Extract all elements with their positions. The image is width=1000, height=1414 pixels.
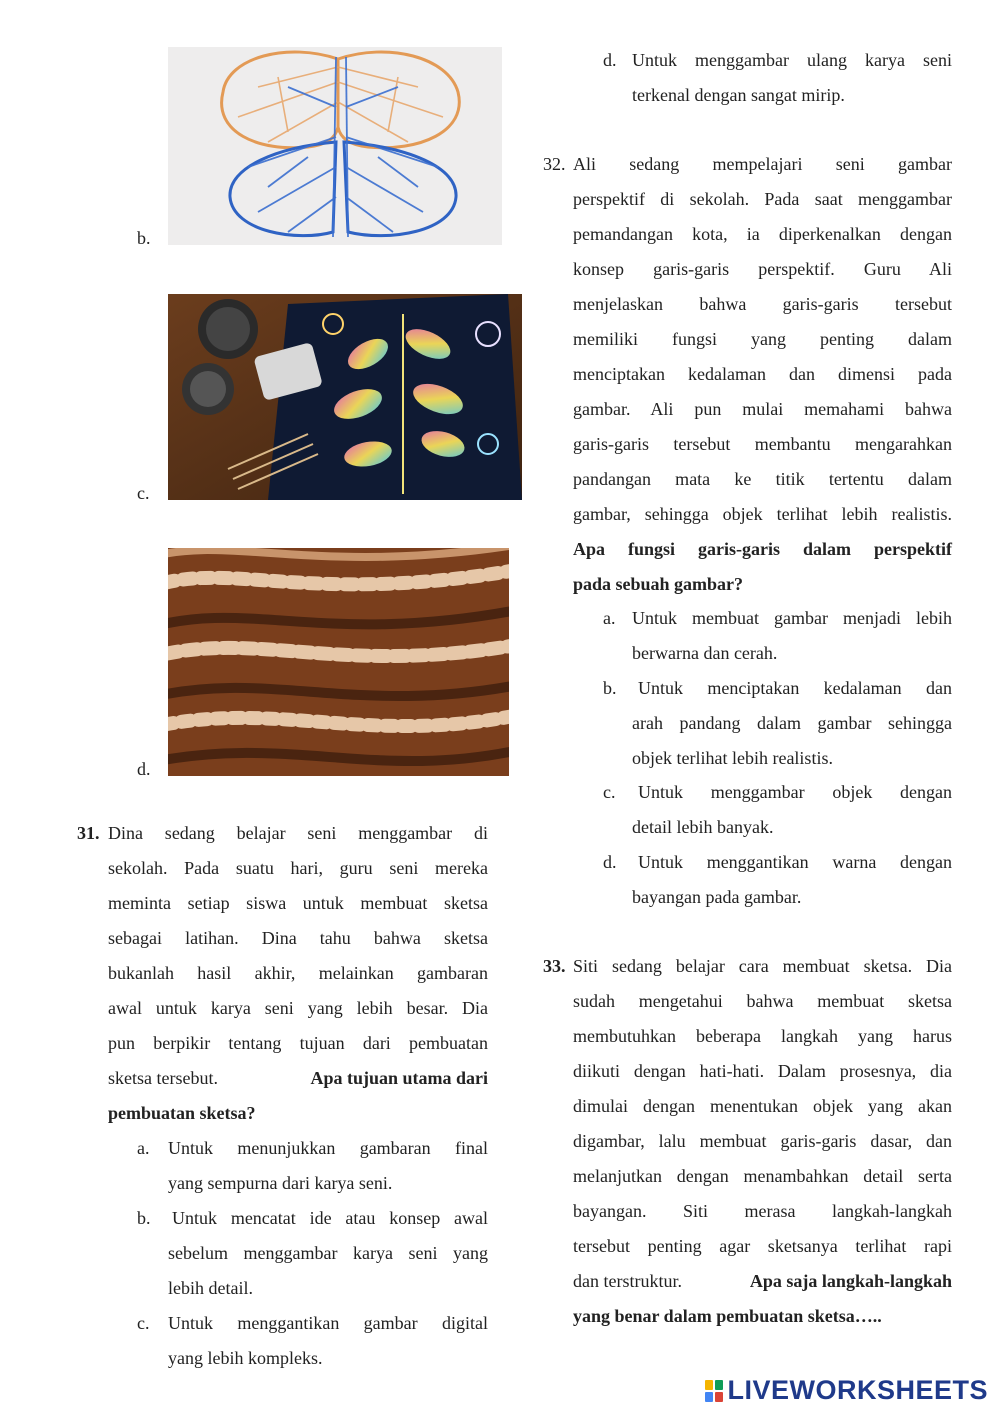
q32-option-text: detail lebih banyak.	[632, 817, 774, 837]
q32-line: konsep garis-garis perspektif. Guru Ali	[573, 259, 952, 279]
batik-fabric-image	[168, 548, 509, 776]
q33-question-bold: yang benar dalam pembuatan sketsa…..	[573, 1306, 882, 1326]
q31-option-text: sebelum menggambar karya seni yang	[168, 1243, 488, 1263]
q33-line: tersebut penting agar sketsanya terlihat rapi	[573, 1236, 952, 1256]
q33-question-bold: Apa saja langkah-langkah	[749, 1271, 952, 1291]
q32-question-bold: pada sebuah gambar?	[573, 574, 744, 594]
option-d-letter: d.	[137, 759, 151, 779]
q31-option-text: Untuk menggantikan gambar digital	[168, 1313, 488, 1333]
q31-question-bold: Apa tujuan utama dari	[310, 1068, 488, 1088]
q32-option-text: Untuk menciptakan kedalaman dan	[638, 678, 952, 698]
q32-option-text: berwarna dan cerah.	[632, 643, 778, 663]
q32-option-letter: a.	[603, 608, 616, 628]
q33-line: Siti sedang belajar cara membuat sketsa. Dia	[573, 956, 952, 976]
q32-option-text: objek terlihat lebih realistis.	[632, 748, 833, 768]
q33-line: digambar, lalu membuat garis-garis dasar, dan	[573, 1131, 952, 1151]
liveworksheets-brand-text: LIVEWORKSHEETS	[727, 1375, 988, 1405]
q31-option-letter: c.	[137, 1313, 150, 1333]
q32-question-bold: Apa fungsi garis-garis dalam perspektif	[573, 539, 952, 559]
question-31-number: 31.	[77, 823, 100, 843]
q33-line: membutuhkan beberapa langkah yang harus	[573, 1026, 952, 1046]
q31-line: Dina sedang belajar seni menggambar di	[108, 823, 488, 843]
q31-line: meminta setiap siswa untuk membuat sketsa	[108, 893, 488, 913]
q32-line: garis-garis tersebut membantu mengarahkan	[573, 434, 952, 454]
q32-option-text: arah pandang dalam gambar sehingga	[632, 713, 952, 733]
q31-option-text: yang lebih kompleks.	[168, 1348, 323, 1368]
q33-line: bayangan. Siti merasa langkah-langkah	[573, 1201, 952, 1221]
q32-option-text: Untuk membuat gambar menjadi lebih	[632, 608, 952, 628]
q32-line: perspektif di sekolah. Pada saat menggambar	[573, 189, 952, 209]
question-33-number: 33.	[543, 956, 566, 976]
q30-option-text: Untuk menggambar ulang karya seni	[632, 50, 952, 70]
q32-option-letter: c.	[603, 782, 616, 802]
q31-line-mixed	[108, 1061, 488, 1096]
q33-line: diikuti dengan hati-hati. Dalam prosesnya, dia	[573, 1061, 952, 1081]
q33-line-mixed	[573, 1264, 952, 1299]
q32-line: memiliki fungsi yang penting dalam	[573, 329, 952, 349]
q31-line: awal untuk karya seni yang lebih besar. Dia	[108, 998, 488, 1018]
q33-line: sudah mengetahui bahwa membuat sketsa	[573, 991, 952, 1011]
q31-option-text: lebih detail.	[168, 1278, 253, 1298]
liveworksheets-logo[interactable]	[705, 1375, 988, 1406]
q31-option-text: Untuk mencatat ide atau konsep awal	[172, 1208, 488, 1228]
q31-question-bold: pembuatan sketsa?	[108, 1103, 256, 1123]
q32-line: gambar. Ali pun mulai memahami bahwa	[573, 399, 952, 419]
question-32-number: 32.	[543, 154, 566, 174]
q33-line10-text: dan terstruktur.	[573, 1271, 682, 1291]
q31-line: bukanlah hasil akhir, melainkan gambaran	[108, 963, 488, 983]
q32-option-text: Untuk menggambar objek dengan	[638, 782, 952, 802]
leaf-print-image	[168, 47, 502, 245]
q32-line: menciptakan kedalaman dan dimensi pada	[573, 364, 952, 384]
q31-option-letter: a.	[137, 1138, 150, 1158]
q32-line: Ali sedang mempelajari seni gambar	[573, 154, 952, 174]
q31-option-letter: b.	[137, 1208, 151, 1228]
q32-line: menjelaskan bahwa garis-garis tersebut	[573, 294, 952, 314]
q30-option-text: terkenal dengan sangat mirip.	[632, 85, 845, 105]
q32-option-text: Untuk menggantikan warna dengan	[638, 852, 952, 872]
q31-option-text: yang sempurna dari karya seni.	[168, 1173, 393, 1193]
q31-line: pun berpikir tentang tujuan dari pembuatan	[108, 1033, 488, 1053]
q31-line: sebagai latihan. Dina tahu bahwa sketsa	[108, 928, 488, 948]
q30-option-letter: d.	[603, 50, 617, 70]
option-c-letter: c.	[137, 483, 150, 503]
q32-option-letter: b.	[603, 678, 617, 698]
option-b-letter: b.	[137, 228, 151, 248]
q32-line: pandangan mata ke titik tertentu dalam	[573, 469, 952, 489]
q33-line: dimulai dengan menentukan objek yang akan	[573, 1096, 952, 1116]
q31-line8-text: sketsa tersebut.	[108, 1068, 218, 1088]
q31-line: sekolah. Pada suatu hari, guru seni mereka	[108, 858, 488, 878]
q32-line: pemandangan kota, ia diperkenalkan dengan	[573, 224, 952, 244]
liveworksheets-logo-icon	[705, 1380, 723, 1402]
q31-option-text: Untuk menunjukkan gambaran final	[168, 1138, 488, 1158]
q33-line: melanjutkan dengan menambahkan detail serta	[573, 1166, 952, 1186]
q32-line: gambar, sehingga objek terlihat lebih realistis.	[573, 504, 952, 524]
q32-option-text: bayangan pada gambar.	[632, 887, 802, 907]
scratch-art-image	[168, 294, 522, 500]
q32-option-letter: d.	[603, 852, 617, 872]
